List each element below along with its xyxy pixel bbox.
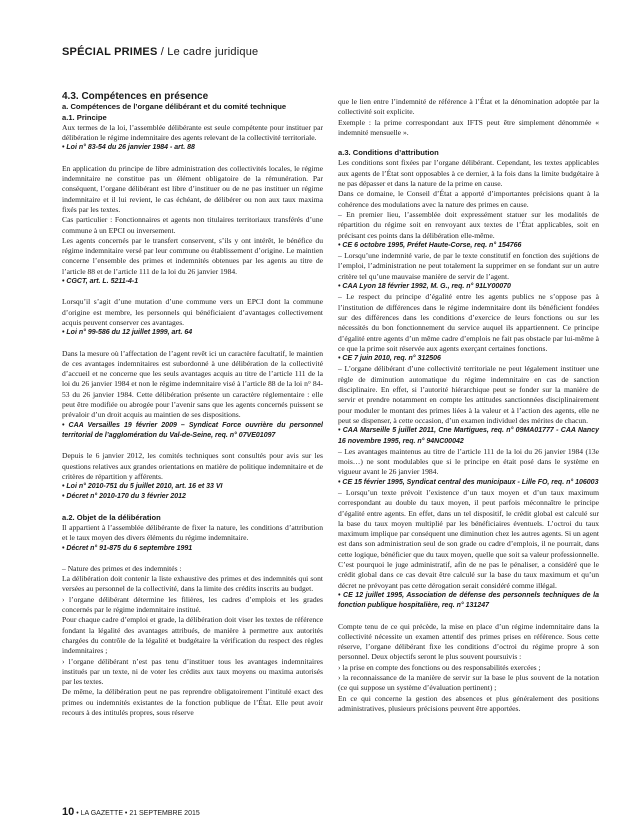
page-footer: [62, 806, 200, 818]
paragraph: Les conditions sont fixées par l’organe délibérant. Cependant, les textes applicables aux agents de l’État sont opposables à ce dernier, à la fois dans la limite budgétaire à ne pas dépasser et dans la nature de la prime en cause.: [338, 158, 599, 189]
paragraph: – Lorsqu’une indemnité varie, de par le texte constitutif en fonction des sujétions de l’emploi, l’administration ne peut totalement la supprimer en se fondant sur un autre critère tel qu’une mauvaise manière de servir de l’agent.: [338, 251, 599, 281]
right-column: [338, 97, 599, 714]
heading-a2: a.2. Objet de la délibération: [62, 512, 161, 522]
paragraph: Compte tenu de ce qui précède, la mise en place d’un régime indemnitaire dans la collectivité nécessite un examen attentif des primes prises en référence. Sous cette réserve, l’organe délibérant fixe les conditions d’octroi du régime propre à son personnel. Deux objectifs seront le plus souvent poursuivis :: [338, 621, 599, 662]
legal-reference: • CE 15 février 1995, Syndicat central des municipaux - Lille FO, req. n° 106003: [338, 478, 599, 486]
paragraph: En ce qui concerne la gestion des absences et plus généralement des positions administratives, plusieurs précisions peuvent être apportées.: [338, 693, 599, 713]
heading-a1: a.1. Principe: [62, 112, 107, 122]
subsection-heading: a. Compétences de l’organe délibérant et du comité technique: [62, 102, 287, 112]
paragraph: Cas particulier : Fonctionnaires et agents non titulaires territoriaux transférés d’une commune à un EPCI ou inversement.: [62, 215, 323, 235]
paragraph: De même, la délibération peut ne pas reprendre obligatoirement l’intitulé exact des primes ou indemnités existantes de la fonction publique de l’État. Elle peut avoir recours à des intitulés propres, sous réserve: [62, 687, 323, 718]
paragraph: Exemple : la prime correspondant aux IFTS peut être simplement dénommée « indemnité mensuelle ».: [338, 117, 599, 137]
page-number: 10: [62, 806, 75, 818]
left-column: [62, 92, 323, 718]
running-head: [62, 46, 258, 58]
legal-reference: • Loi n° 99-586 du 12 juillet 1999, art. 64: [62, 329, 193, 337]
legal-reference: • CAA Versailles 19 février 2009 – Syndicat Force ouvrière du personnel territorial de l’agglomération du Val-de-Seine, req. n° 07VE01097: [62, 421, 323, 439]
paragraph: Dans ce domaine, le Conseil d’État a apporté d’importantes précisions quant à la cohérence des modulations avec la nature des primes en cause.: [338, 189, 599, 209]
paragraph: Pour chaque cadre d’emploi et grade, la délibération doit viser les textes de référence fondant la légalité des avantages attribués, de manière à permettre aux autorités chargées du contrôle de la légalité et budgétaire la vérification du respect des règles indemnitaires ;: [62, 615, 323, 656]
paragraph: – Nature des primes et des indemnités :: [62, 563, 182, 573]
paragraph: – Les avantages maintenus au titre de l’article 111 de la loi du 26 janvier 1984 (13e mois…) ne sont modulables que si le principe en était posé dans le système en vigueur avant le 26 janvier 1984.: [338, 446, 599, 477]
legal-reference: • Loi n° 2010-751 du 5 juillet 2010, art. 16 et 33 VI: [62, 483, 223, 491]
legal-reference: • CE 6 octobre 1995, Préfet Haute-Corse, req. n° 154766: [338, 241, 522, 249]
paragraph: – L’organe délibérant d’une collectivité territoriale ne peut légalement instituer une règle de diminution automatique du régime indemnitaire en cas de sanction disciplinaire. En effet, si l’autorité hiérarchique peut se fonder sur la manière de servir et prendre notamment en compte les attitudes sanctionnées disciplinairement pour moduler le montant des primes liées à la valeur et à l’action des agents, elle ne peut se dispenser, à cette occasion, d’un examen individuel des mérites de chacun.: [338, 364, 599, 425]
paragraph: Il appartient à l’assemblée délibérante de fixer la nature, les conditions d’attribution et le taux moyen des divers éléments du régime indemnitaire.: [62, 522, 323, 543]
paragraph: que le lien entre l’indemnité de référence à l’État et la dénomination adoptée par la collectivité soit explicite.: [338, 97, 599, 117]
legal-reference: • CAA Marseille 5 juillet 2011, Cne Martigues, req. n° 09MA01777 - CAA Nancy 16 novembre 1995, req. n° 94NC00042: [338, 427, 599, 445]
paragraph: Les agents concernés par le transfert conservent, s’ils y ont intérêt, le bénéfice du régime indemnitaire versé par leur commune ou établissement d’origine. Le maintien concerne l’ensemble des primes et indemnités obtenues par les agents au titre de l’article 88 et de l’article 111 de la loi du 26 janvier 1984.: [62, 235, 323, 276]
paragraph: Depuis le 6 janvier 2012, les comités techniques sont consultés pour avis sur les questions relatives aux grandes orientations en matière de politique indemnitaire et de critères de répartition y afférents.: [62, 451, 323, 481]
legal-reference: • CE 12 juillet 1995, Association de défense des personnels techniques de la fonction publique hospitalière, req. n° 131247: [338, 591, 599, 610]
paragraph: Dans la mesure où l’affectation de l’agent revêt ici un caractère facultatif, le maintien de ces avantages indemnitaires est subordonné à une délibération de la collectivité d’accueil et ne concerne que les seuls avantages acquis au titre de l’article 111 de la loi du 26 janvier 1984 et non le régime indemnitaire visé à l’article 88 de la loi n° 84-53 du 26 janvier 1984. Cette délibération présente un caractère réglementaire : elle peut être modifiée ou abrogée pour l’avenir sans que les agents concernés puissent se prévaloir d’un droit acquis au maintien de ses dispositions.: [62, 348, 323, 420]
legal-reference: • Décret n° 91-875 du 6 septembre 1991: [62, 544, 193, 552]
paragraph: › l’organe délibérant n’est pas tenu d’instituer tous les avantages indemnitaires institués par un texte, ni de voter les crédits aux taux moyens ou maxima autorisés par les textes.: [62, 656, 323, 687]
legal-reference: • Décret n° 2010-170 du 3 février 2012: [62, 493, 186, 501]
section-subtitle: / Le cadre juridique: [157, 46, 259, 58]
paragraph: › l’organe délibérant détermine les filières, les cadres d’emplois et les grades concernés par le régime indemnitaire institué.: [62, 594, 323, 615]
section-title: SPÉCIAL PRIMES: [62, 46, 158, 58]
footer-publication: • LA GAZETTE • 21 SEPTEMBRE 2015: [74, 810, 200, 817]
paragraph: › la prise en compte des fonctions ou des responsabilités exercées ;: [338, 662, 541, 672]
paragraph: La délibération doit contenir la liste exhaustive des primes et des indemnités qui sont versées au personnel de la collectivité, dans la limite des crédits inscrits au budget.: [62, 574, 323, 594]
section-heading: 4.3. Compétences en présence: [62, 91, 209, 102]
paragraph: Aux termes de la loi, l’assemblée délibérante est seule compétente pour instituer par délibération le régime indemnitaire des agents relevant de la collectivité territoriale.: [62, 122, 323, 143]
legal-reference: • CAA Lyon 18 février 1992, M. G., req. n° 91LY00070: [338, 283, 511, 291]
legal-reference: • CGCT, art. L. 5211-4-1: [62, 278, 139, 286]
paragraph: › la reconnaissance de la manière de servir sur la base le plus souvent de la notation (ce qui suppose un système d’évaluation pertinent) ;: [338, 673, 599, 693]
heading-a3: a.3. Conditions d’attribution: [338, 148, 439, 158]
paragraph: – Le respect du principe d’égalité entre les agents publics ne s’oppose pas à l’institution de différences dans le régime indemnitaire dont ils bénéficient fondées sur des différences dans les conditions d’exercice de leurs fonctions ou sur les nécessités du bon fonctionnement du service auquel ils appartiennent. Ce principe d’égalité entre agents d’un même cadre d’emplois ne fait pas obstacle par lui-même à ce que la prime soit réservée aux agents exerçant certaines fonctions.: [338, 292, 599, 353]
legal-reference: • Loi n° 83-54 du 26 janvier 1984 - art. 88: [62, 144, 195, 152]
paragraph: – En premier lieu, l’assemblée doit expressément statuer sur les modalités de répartition du régime soit en renvoyant aux textes de l’État applicables, soit en précisant ces points dans la délibération elle-même.: [338, 209, 599, 240]
paragraph: Lorsqu’il s’agit d’une mutation d’une commune vers un EPCI dont la commune d’origine est membre, les personnels qui bénéficiaient d’avantages collectivement acquis peuvent conserver ces avantages.: [62, 297, 323, 327]
paragraph: En application du principe de libre administration des collectivités locales, le régime indemnitaire ne constitue pas un élément obligatoire de la rémunération. Par conséquent, l’organe délibérant est libre d’instituer ou de ne pas instituer un régime indemnitaire et il lui revient, le cas échéant, de délibérer ou non aux taux maxima fixés par les textes.: [62, 163, 323, 214]
paragraph: – Lorsqu’un texte prévoit l’existence d’un taux moyen et d’un taux maximum correspondant au double du taux moyen, il peut parfois méconnaître le principe d’égalité entre agents. En effet, dans un tel dispositif, le crédit global est calculé sur la base du taux moyen multiplié par les bénéficiaires éventuels. L’octroi du taux maximum implique par conséquent une diminution chez les autres agents. Si un agent est dans son administration seul de son grade ou cadre d’emplois, il ne pourrait, dans cette logique, bénéficier que du taux moyen, quelle que soit sa valeur professionnelle. C’est pourquoi le juge administratif, afin de ne pas le pénaliser, a considéré que le crédit global dans ce cas devait être calculé sur la base du taux maximum et qu’un décret ne prévoyant pas cette dérogation serait considéré comme illégal.: [338, 487, 599, 590]
legal-reference: • CE 7 juin 2010, req. n° 312506: [338, 355, 441, 363]
